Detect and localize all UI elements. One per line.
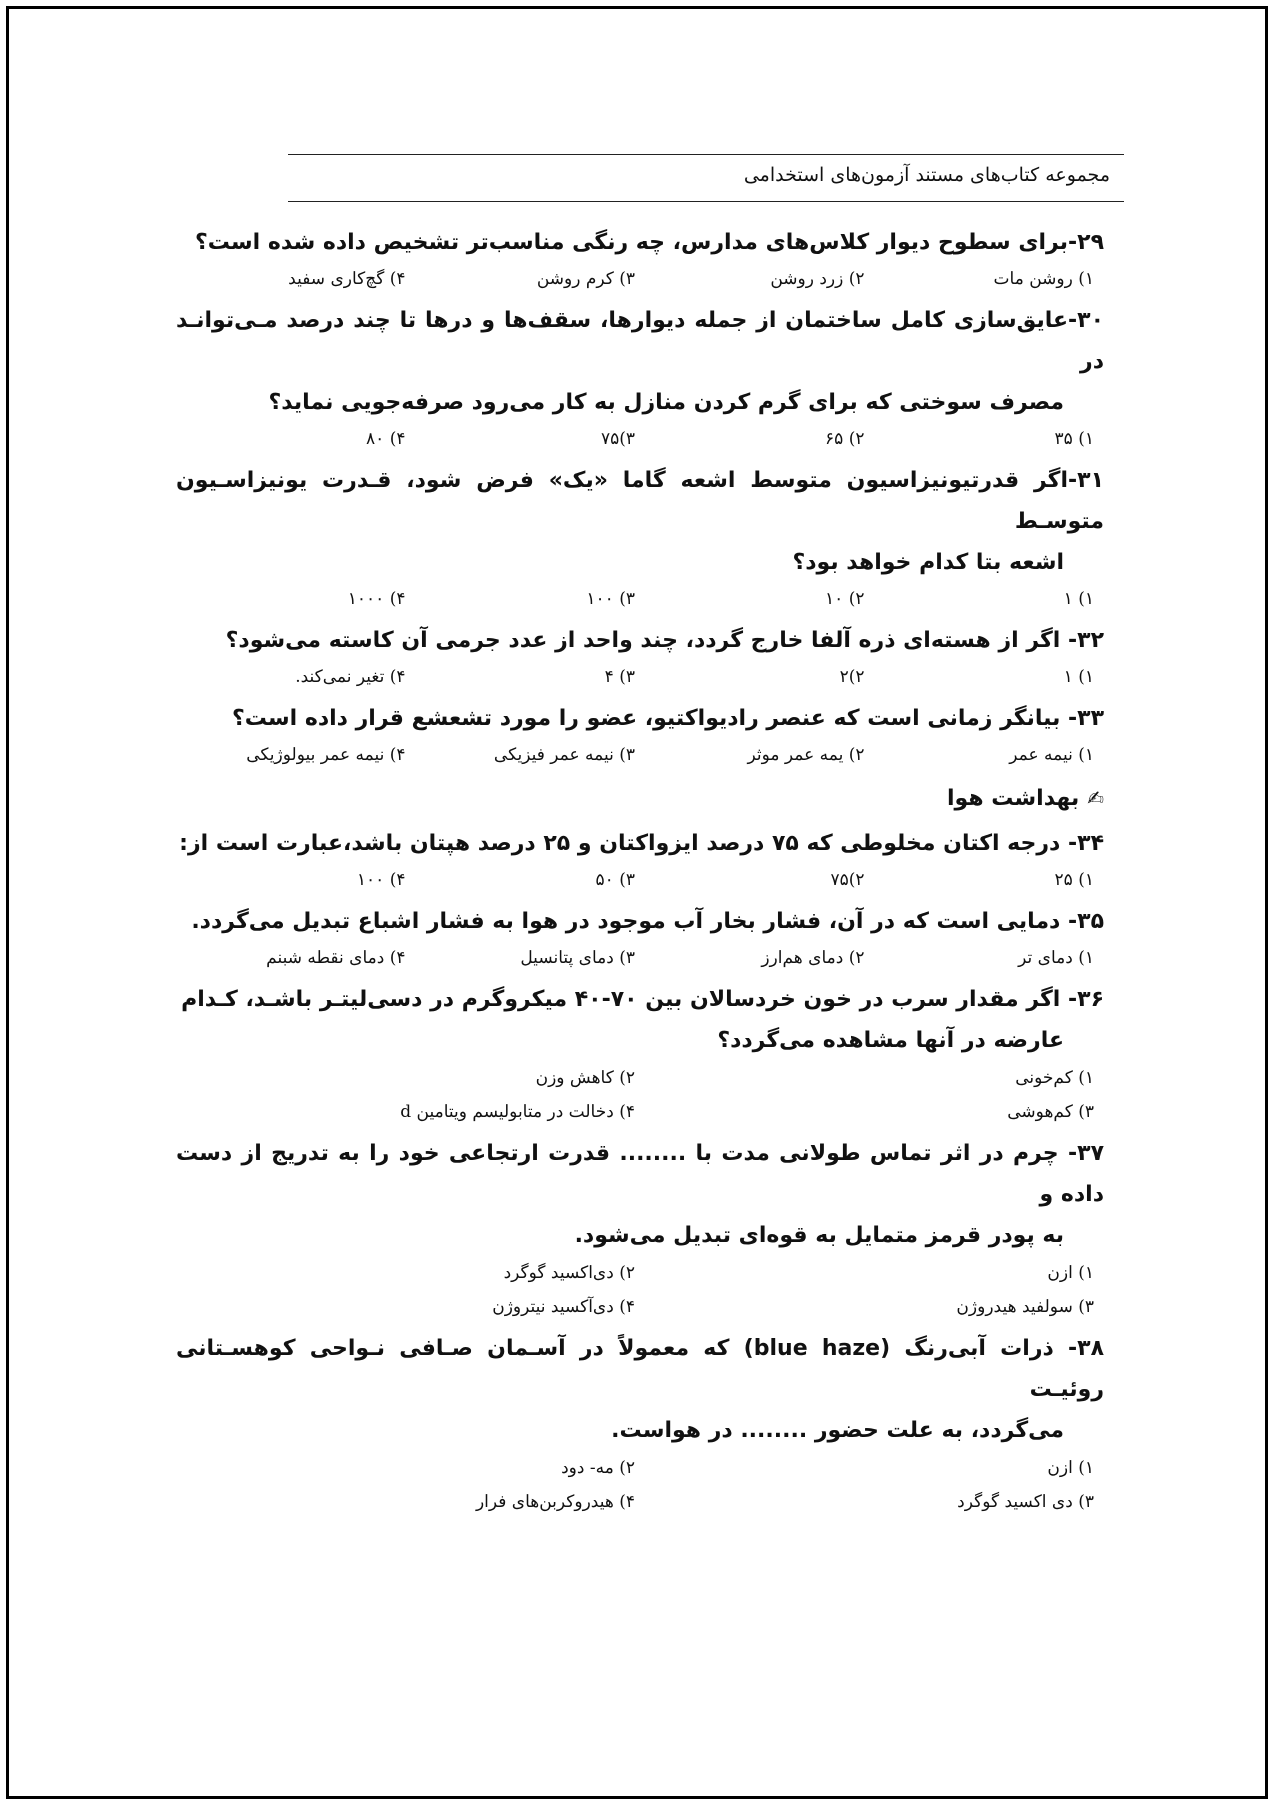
option: ۴) تغیر نمی‌کند. [295,667,406,687]
option: ۳)۷۵ [600,429,635,449]
question-30-line-2: مصرف سوختی که برای گرم کردن منازل به کار می‌رود صرفه‌جویی نماید؟ [268,390,1064,415]
option: ۱) ۲۵ [1054,870,1094,890]
option: ۱) ۱ [1063,667,1094,687]
option: ۴) ۸۰ [366,429,406,449]
option: ۳) کم‌هوشی [1007,1102,1094,1122]
option: ۳) ۱۰۰ [586,589,635,609]
options-31 [176,583,1104,616]
question-38-line-1: ۳۸- ذرات آبی‌رنگ (blue haze) که معمولاً در آسـمان صـافی نـواحی کوهسـتانی روئیـت [176,1336,1105,1402]
option: ۱) ازن [1047,1263,1094,1283]
question-31-line-2: اشعه بتا کدام خواهد بود؟ [792,550,1064,575]
question-38 [176,1328,1104,1451]
option: ۱) ۳۵ [1054,429,1094,449]
options-35 [176,942,1104,975]
option: ۲)۷۵ [830,870,865,890]
section-title: بهداشت هوا [947,786,1080,811]
option: ۲) دی‌اکسید گوگرد [503,1263,635,1283]
option: ۳) کرم روشن [536,269,635,289]
page-header [288,154,1124,202]
option: ۲) ۱۰ [825,589,865,609]
option: ۴) گچ‌کاری سفید [288,269,406,289]
option: ۲) دمای هم‌ارز [761,948,865,968]
question-37-line-2: به پودر قرمز متمایل به قوه‌ای تبدیل می‌شود. [574,1223,1064,1248]
option: ۳) دمای پتانسیل [520,948,635,968]
option: ۴) ۱۰۰ [356,870,406,890]
page-content [176,222,1104,1523]
option: ۲) زرد روشن [770,269,865,289]
options-37 [176,1256,1104,1324]
question-34: ۳۴- درجه اکتان مخلوطی که ۷۵ درصد ایزواکتان و ۲۵ درصد هپتان باشد،عبارت است از: [179,831,1104,856]
options-29 [176,263,1104,296]
section-heading [176,776,1104,821]
option: ۴) دی‌آکسید نیتروژن [492,1297,635,1317]
option: ۳) ۵۰ [595,870,635,890]
options-38 [176,1451,1104,1519]
options-30 [176,423,1104,456]
question-32: ۳۲- اگر از هسته‌ای ذره آلفا خارج گردد، چند واحد از عدد جرمی آن کاسته می‌شود؟ [225,628,1104,653]
option: ۳) ۴ [604,667,635,687]
options-34 [176,864,1104,897]
question-38-line-2: می‌گردد، به علت حضور ........ در هواست. [611,1418,1064,1443]
option: ۲)۲ [839,667,865,687]
option: ۱) ازن [1047,1458,1094,1478]
option: ۲) یمه عمر موثر [747,745,865,765]
option: ۱) ۱ [1063,589,1094,609]
option: ۲) مه- دود [561,1458,635,1478]
question-30 [176,300,1104,423]
option: ۳) سولفید هیدروژن [956,1297,1094,1317]
option: ۳) دی اکسید گوگرد [957,1492,1094,1512]
options-32 [176,661,1104,694]
question-35: ۳۵- دمایی است که در آن، فشار بخار آب موجود در هوا به فشار اشباع تبدیل می‌گردد. [191,909,1104,934]
question-37 [176,1133,1104,1256]
question-29: ۲۹-برای سطوح دیوار کلاس‌های مدارس، چه رنگی مناسب‌تر تشخیص داده شده است؟ [194,230,1104,255]
option: ۴) نیمه عمر بیولوژیکی [246,745,406,765]
question-36 [176,979,1104,1061]
option: ۱) کم‌خونی [1015,1068,1094,1088]
question-36-line-1: ۳۶- اگر مقدار سرب در خون خردسالان بین ۷۰-۴۰ میکروگرم در دسی‌لیتـر باشـد، کـدام [181,987,1104,1012]
option: ۴) ۱۰۰۰ [347,589,406,609]
question-36-line-2: عارضه در آنها مشاهده می‌گردد؟ [717,1028,1064,1053]
option: ۲) کاهش وزن [535,1068,635,1088]
option: ۴) دخالت در متابولیسم ویتامین d [400,1102,635,1122]
option: ۱) نیمه عمر [1009,745,1094,765]
question-37-line-1: ۳۷- چرم در اثر تماس طولانی مدت با ........ قدرت ارتجاعی خود را به تدریج از دست داده و [176,1141,1104,1207]
pen-icon: ✍ [1087,786,1104,810]
option: ۲) ۶۵ [825,429,865,449]
options-36 [176,1061,1104,1129]
header-title: مجموعه کتاب‌های مستند آزمون‌های استخدامی [743,164,1110,186]
option: ۱) دمای تر [1018,948,1094,968]
option: ۱) روشن مات [993,269,1094,289]
question-31 [176,460,1104,583]
question-30-line-1: ۳۰-عایق‌سازی کامل ساختمان از جمله دیوارها، سقف‌ها و درها تا چند درصد مـی‌توانـد در [176,308,1104,374]
question-31-line-1: ۳۱-اگر قدرتیونیزاسیون متوسط اشعه گاما «یک» فرض شود، قـدرت یونیزاسـیون متوسـط [176,468,1104,534]
option: ۳) نیمه عمر فیزیکی [493,745,635,765]
option: ۴) هیدروکربن‌های فرار [475,1492,635,1512]
question-33: ۳۳- بیانگر زمانی است که عنصر رادیواکتیو، عضو را مورد تشعشع قرار داده است؟ [231,706,1104,731]
options-33 [176,739,1104,772]
option: ۴) دمای نقطه شبنم [266,948,406,968]
